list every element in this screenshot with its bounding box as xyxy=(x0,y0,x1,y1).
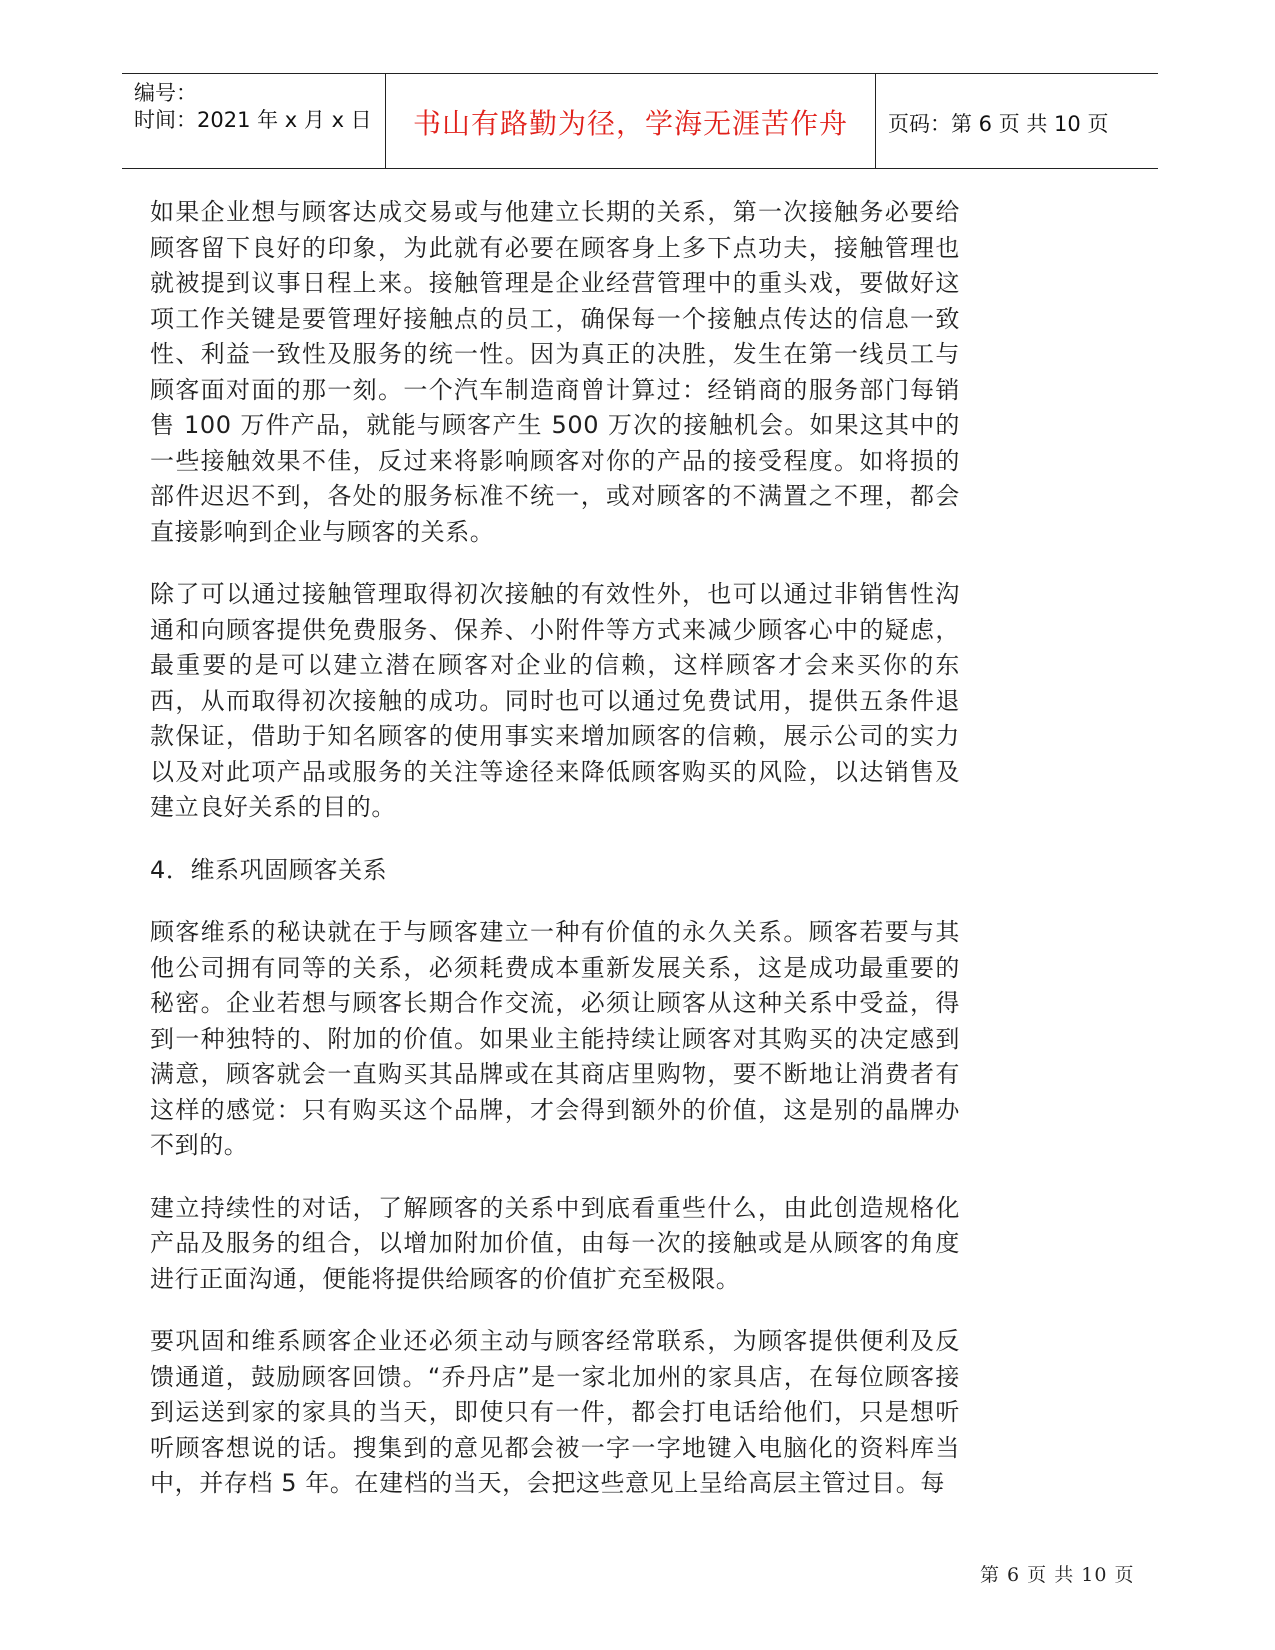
page-number-label: 页码：第 6 页 共 10 页 xyxy=(888,112,1109,136)
paragraph: 要巩固和维系顾客企业还必须主动与顾客经常联系，为顾客提供便利及反馈通道，鼓励顾客回馈。“乔丹店”是一家北加州的家具店，在每位顾客接到运送到家的家具的当天，即使只有一件，都会打电话给他们，只是想听听顾客想说的话。搜集到的意见都会被一字一字地键入电脑化的资料库当中，并存档 5 年。在建档的当天，会把这些意见上呈给高层主管过目。每 xyxy=(150,1327,960,1497)
motto-text: 书山有路勤为径，学海无涯苦作舟 xyxy=(412,107,848,140)
header-center-cell xyxy=(386,74,876,168)
section-heading: 4．维系巩固顾客关系 xyxy=(150,855,388,884)
header-right-cell xyxy=(876,74,1158,168)
paragraph: 顾客维系的秘诀就在于与顾客建立一种有价值的永久关系。顾客若要与其他公司拥有同等的关系，必须耗费成本重新发展关系，这是成功最重要的秘密。企业若想与顾客长期合作交流，必须让顾客从这种关系中受益，得到一种独特的、附加的价值。如果业主能持续让顾客对其购买的决定感到满意，顾客就会一直购买其品牌或在其商店里购物，要不断地让消费者有这样的感觉：只有购买这个品牌，才会得到额外的价值，这是别的晶牌办不到的。 xyxy=(150,918,960,1159)
paragraph: 建立持续性的对话，了解顾客的关系中到底看重些什么，由此创造规格化产品及服务的组合，以增加附加价值，由每一次的接触或是从顾客的角度进行正面沟通，便能将提供给顾客的价值扩充至极限。 xyxy=(150,1193,960,1293)
date-label: 时间：2021 年 x 月 x 日 xyxy=(134,108,372,132)
paragraph: 如果企业想与顾客达成交易或与他建立长期的关系，第一次接触务必要给顾客留下良好的印象，为此就有必要在顾客身上多下点功夫，接触管理也就被提到议事日程上来。接触管理是企业经营管理中的重头戏，要做好这项工作关键是要管理好接触点的员工，确保每一个接触点传达的信息一致性、利益一致性及服务的统一性。因为真正的决胜，发生在第一线员工与顾客面对面的那一刻。一个汽车制造商曾计算过：经销商的服务部门每销售 100 万件产品，就能与顾客产生 500 万次的接触机会。如果这其中的一些接触效果不佳，反过来将影响顾客对你的产品的接受程度。如将损的部件迟迟不到，各处的服务标准不统一，或对顾客的不满置之不理，都会直接影响到企业与顾客的关系。 xyxy=(150,198,960,546)
header-left-cell xyxy=(122,74,386,168)
document-body xyxy=(150,195,960,1529)
header-table xyxy=(122,73,1158,169)
page-footer: 第 6 页 共 10 页 xyxy=(980,1564,1135,1586)
document-number-label: 编号： xyxy=(134,81,197,105)
paragraph: 除了可以通过接触管理取得初次接触的有效性外，也可以通过非销售性沟通和向顾客提供免费服务、保养、小附件等方式来减少顾客心中的疑虑，最重要的是可以建立潜在顾客对企业的信赖，这样顾客才会来买你的东西，从而取得初次接触的成功。同时也可以通过免费试用，提供五条件退款保证，借助于知名顾客的使用事实来增加顾客的信赖，展示公司的实力以及对此项产品或服务的关注等途径来降低顾客购买的风险，以达销售及建立良好关系的目的。 xyxy=(150,580,960,821)
